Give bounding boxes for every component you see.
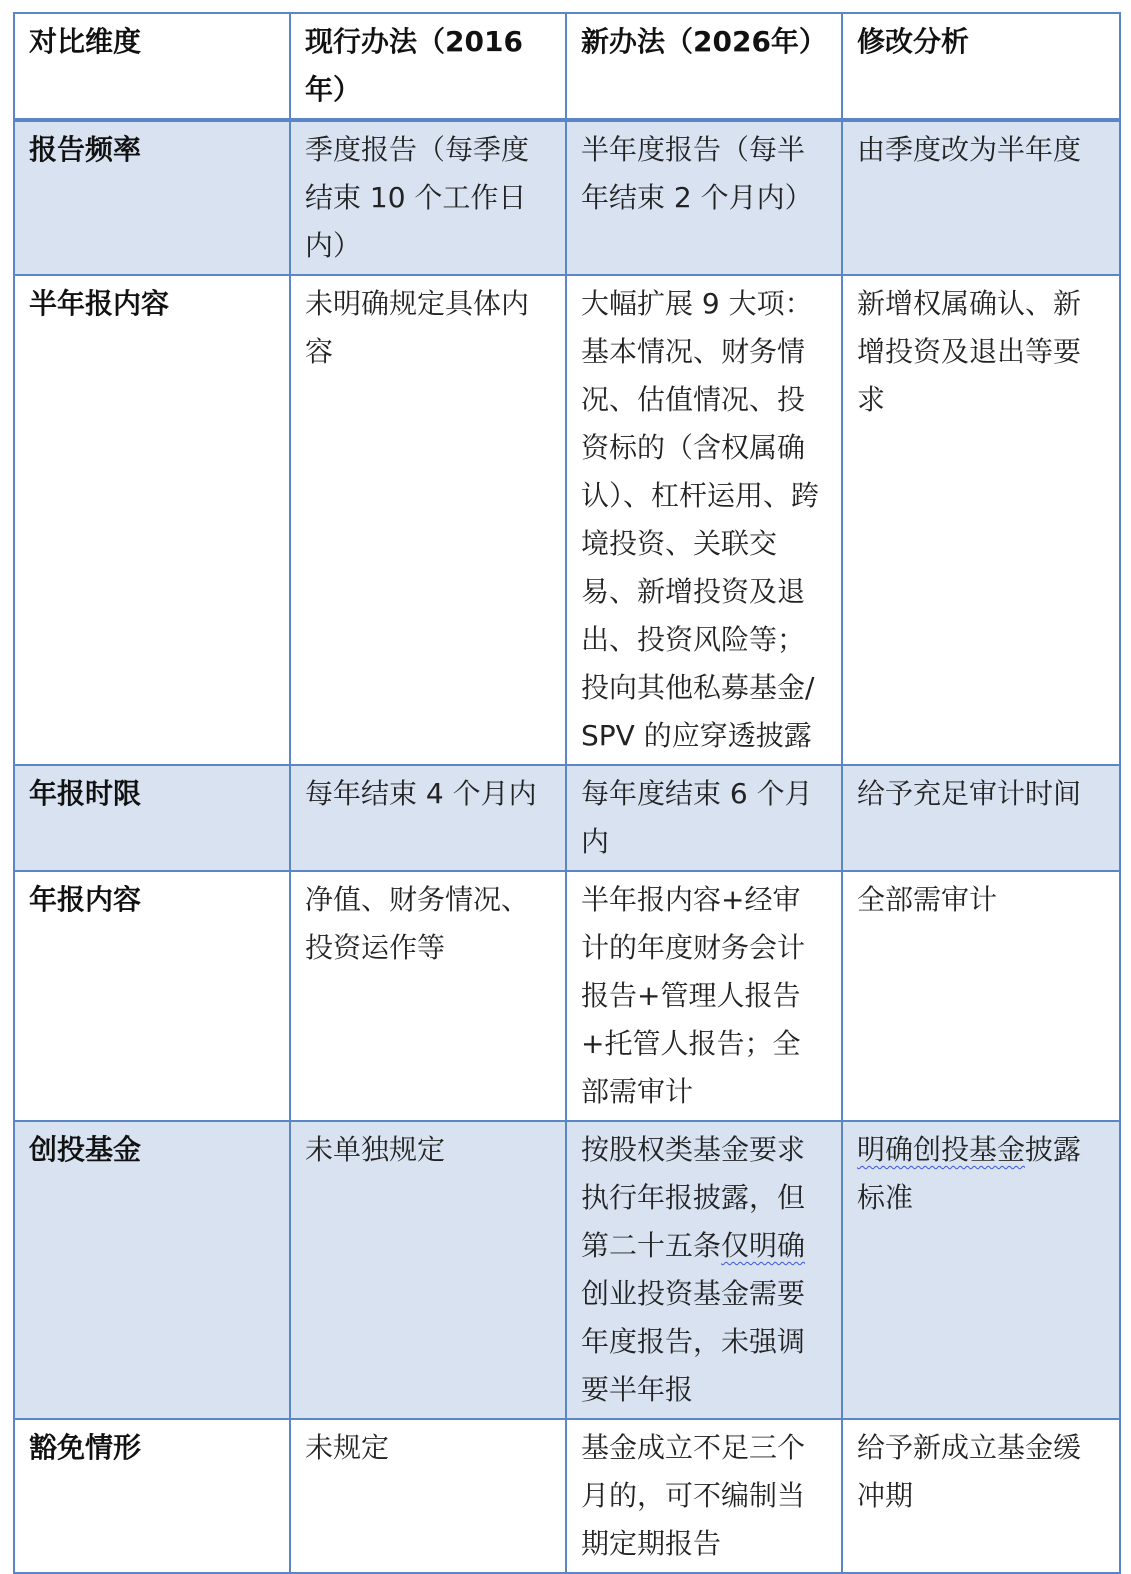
row-current: 未明确规定具体内容 — [290, 275, 566, 765]
table-row — [14, 1121, 1120, 1419]
row-analysis: 全部需审计 — [842, 871, 1120, 1121]
table-row — [14, 765, 1120, 871]
header-analysis: 修改分析 — [842, 13, 1120, 120]
table-row — [14, 871, 1120, 1121]
row-new: 半年度报告（每半年结束 2 个月内） — [566, 120, 842, 275]
row-analysis: 新增权属确认、新增投资及退出等要求 — [842, 275, 1120, 765]
row-new-text: 创业投资基金需要年度报告，未强调要半年报 — [581, 1277, 806, 1406]
row-analysis-text: 披露标准 — [857, 1133, 1082, 1214]
row-current: 净值、财务情况、投资运作等 — [290, 871, 566, 1121]
row-dimension: 年报内容 — [14, 871, 290, 1121]
row-new: 每年度结束 6 个月内 — [566, 765, 842, 871]
comparison-table — [13, 12, 1121, 1574]
row-new — [566, 1121, 842, 1419]
row-current: 未规定 — [290, 1419, 566, 1573]
row-dimension: 年报时限 — [14, 765, 290, 871]
header-current-rules: 现行办法（2016年） — [290, 13, 566, 120]
table-row — [14, 1419, 1120, 1573]
table-header-row — [14, 13, 1120, 120]
row-dimension: 半年报内容 — [14, 275, 290, 765]
header-dimension: 对比维度 — [14, 13, 290, 120]
row-current: 每年结束 4 个月内 — [290, 765, 566, 871]
row-analysis — [842, 1121, 1120, 1419]
row-new: 基金成立不足三个月的，可不编制当期定期报告 — [566, 1419, 842, 1573]
spellcheck-underlined-text: 明确创投基金 — [857, 1133, 1026, 1166]
table-row — [14, 275, 1120, 765]
row-dimension: 创投基金 — [14, 1121, 290, 1419]
header-new-rules: 新办法（2026年） — [566, 13, 842, 120]
spellcheck-underlined-text: 仅明确 — [721, 1229, 806, 1262]
row-current: 季度报告（每季度结束 10 个工作日内） — [290, 120, 566, 275]
row-new: 半年报内容+经审计的年度财务会计报告+管理人报告+托管人报告；全部需审计 — [566, 871, 842, 1121]
row-analysis: 给予新成立基金缓冲期 — [842, 1419, 1120, 1573]
row-new: 大幅扩展 9 大项：基本情况、财务情况、估值情况、投资标的（含权属确认）、杠杆运用、跨境投资、关联交易、新增投资及退出、投资风险等；投向其他私募基金/SPV 的应穿透披露 — [566, 275, 842, 765]
row-analysis: 给予充足审计时间 — [842, 765, 1120, 871]
row-new-text: 按股权类基金要求执行年报披露，但第二十五条 — [581, 1133, 806, 1262]
row-dimension: 报告频率 — [14, 120, 290, 275]
row-dimension: 豁免情形 — [14, 1419, 290, 1573]
row-analysis: 由季度改为半年度 — [842, 120, 1120, 275]
table-row — [14, 120, 1120, 275]
row-current: 未单独规定 — [290, 1121, 566, 1419]
